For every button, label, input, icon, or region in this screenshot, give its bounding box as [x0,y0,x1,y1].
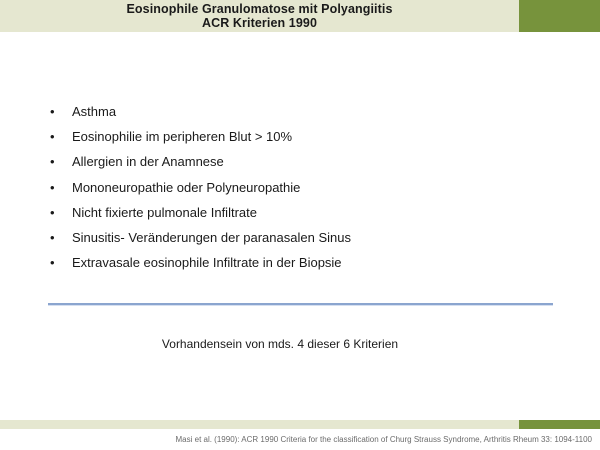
bullet-icon: • [50,255,55,271]
bullet-icon: • [50,104,55,119]
list-item-text: Extravasale eosinophile Infiltrate in der Biopsie [72,255,342,271]
bullet-icon: • [50,179,55,195]
list-item [50,228,351,253]
footer-accent-block [519,420,600,429]
list-item-text: Asthma [72,104,117,119]
list-item-text: Sinusitis- Veränderungen der paranasalen Sinus [72,229,351,245]
footer-band [0,420,519,429]
list-item [50,178,351,203]
bullet-icon: • [50,154,55,170]
list-item [50,253,351,278]
list-item [50,203,351,228]
list-item-text: Allergien in der Anamnese [72,154,224,170]
title-accent-block [519,0,600,32]
criteria-summary: Vorhandensein von mds. 4 dieser 6 Kriterien [161,337,399,351]
slide-subtitle: ACR Kriterien 1990 [201,16,318,30]
bullet-icon: • [50,204,55,220]
divider-line [48,303,553,306]
criteria-list [50,102,351,278]
citation-text: Masi et al. (1990): ACR 1990 Criteria for the classification of Churg Strauss Syndrome, Arthritis Rheum 33: 1094-1100 [175,435,592,444]
list-item [50,127,351,152]
list-item-text: Eosinophilie im peripheren Blut > 10% [72,129,293,145]
list-item-text: Mononeuropathie oder Polyneuropathie [72,179,301,195]
list-item [50,152,351,177]
list-item-text: Nicht fixierte pulmonale Infiltrate [72,204,257,220]
bullet-icon: • [50,129,55,145]
title-banner [0,0,519,32]
slide-title: Eosinophile Granulomatose mit Polyangiitis [126,2,393,16]
list-item [50,102,351,127]
bullet-icon: • [50,229,55,245]
